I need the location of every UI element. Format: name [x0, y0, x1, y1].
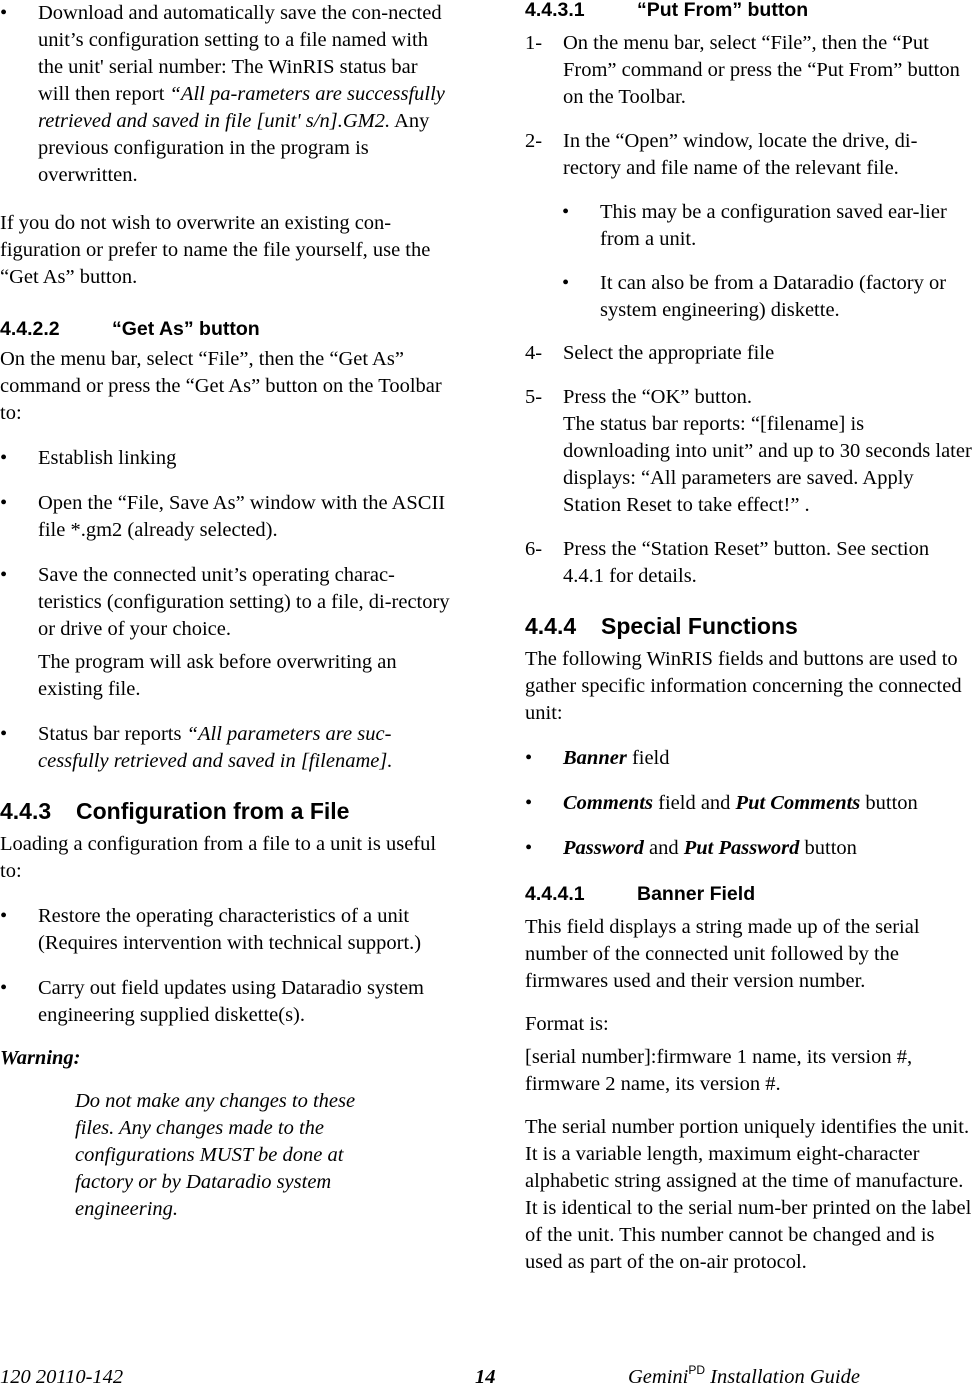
doc-number: 120 20110-142 [0, 1366, 124, 1388]
page-number: 14 [475, 1366, 496, 1388]
bullet-comments: • Comments field and Put Comments button [525, 790, 972, 817]
heading-4-4-3-1: 4.4.3.1 “Put From” button [525, 0, 809, 21]
paragraph-serial-number: The serial number portion uniquely identifies the unit. It is a variable length, maximum eight-character alphabetic string assigned at the time of manufacture. It is identical to the serial num-ber printed on the label of the unit. This number cannot be changed and is used as part of the on-air protocol. [525, 1116, 972, 1273]
heading-4-4-2-2: 4.4.2.2 “Get As” button [0, 318, 260, 340]
bullet-password: • Password and Put Password button [525, 835, 972, 862]
bullet-subtext-overwrite: The program will ask before overwriting an existing file. [38, 651, 397, 700]
paragraph-loading-config: Loading a configuration from a file to a unit is useful to: [0, 833, 437, 882]
step-1: 1- On the menu bar, select “File”, then the “Put From” command or press the “Put From” button on the Toolbar. [525, 32, 960, 108]
paragraph-banner-desc: This field displays a string made up of the serial number of the connected unit followed by the firmwares used and their version number. [525, 916, 920, 992]
step-2-bullet-1: • This may be a configuration saved ear-lier from a unit. [525, 199, 972, 253]
bullet-banner: • Banner field [525, 745, 972, 772]
bullet-save-unit: • Save the connected unit’s operating charac-teristics (configuration setting) to a file, di-rectory or drive of your choice. [0, 562, 452, 643]
paragraph-format-label: Format is: [525, 1013, 609, 1035]
paragraph-format-value: [serial number]:firmware 1 name, its version #, firmware 2 name, its version #. [525, 1046, 913, 1095]
heading-4-4-3: 4.4.3 Configuration from a File [0, 798, 350, 824]
warning-label: Warning: [0, 1047, 81, 1069]
paragraph-overwrite-note: If you do not wish to overwrite an existing con-figuration or prefer to name the file yourself, use the “Get As” button. [0, 212, 431, 288]
warning-text: Do not make any changes to these files. Any changes made to the configurations MUST be done at factory or by Dataradio system engineering. [75, 1090, 356, 1220]
bullet-establish-linking: • Establish linking [0, 445, 452, 472]
heading-4-4-4: 4.4.4 Special Functions [525, 613, 798, 639]
bullet-field-updates: • Carry out field updates using Dataradio system engineering supplied diskette(s). [0, 975, 452, 1029]
step-2: 2- In the “Open” window, locate the drive, di-rectory and file name of the relevant file. [525, 130, 918, 179]
step-2-bullet-2: • It can also be from a Dataradio (factory or system engineering) diskette. [525, 270, 972, 324]
left-column [0, 0, 452, 1223]
step-5-status: The status bar reports: “[filename] is downloading into unit” and up to 30 seconds later displays: “All parameters are saved. Apply Station Reset to take effect!” . [563, 413, 972, 516]
bullet-download-save: • Download and automatically save the con-nected unit’s configuration setting to a file named with the unit' serial number: The WinRIS status bar will then report “All pa-rameters are successfully retrieved and saved in file [unit' s/n].GM2. Any previous configuration in the program is overwritten. [0, 0, 452, 189]
bullet-restore: • Restore the operating characteristics of a unit (Requires intervention with technical support.) [0, 903, 452, 957]
paragraph-special-functions: The following WinRIS fields and buttons are used to gather specific information concerning the connected unit: [525, 648, 962, 724]
step-4: 4- Select the appropriate file [525, 342, 775, 364]
right-column [525, 0, 972, 1276]
heading-4-4-4-1: 4.4.4.1 Banner Field [525, 883, 756, 905]
step-5: 5- Press the “OK” button. [525, 386, 753, 408]
step-6: 6- Press the “Station Reset” button. See section 4.4.1 for details. [525, 538, 930, 587]
bullet-status-bar: • Status bar reports “All parameters are suc-cessfully retrieved and saved in [filename]. [0, 721, 452, 775]
page-footer [0, 1365, 972, 1389]
bullet-open-save-as: • Open the “File, Save As” window with the ASCII file *.gm2 (already selected). [0, 490, 452, 544]
guide-title: Gemini$^{PD}$ Installation Guide [628, 1363, 860, 1388]
paragraph-get-as: On the menu bar, select “File”, then the “Get As” command or press the “Get As” button on the Toolbar to: [0, 348, 442, 424]
